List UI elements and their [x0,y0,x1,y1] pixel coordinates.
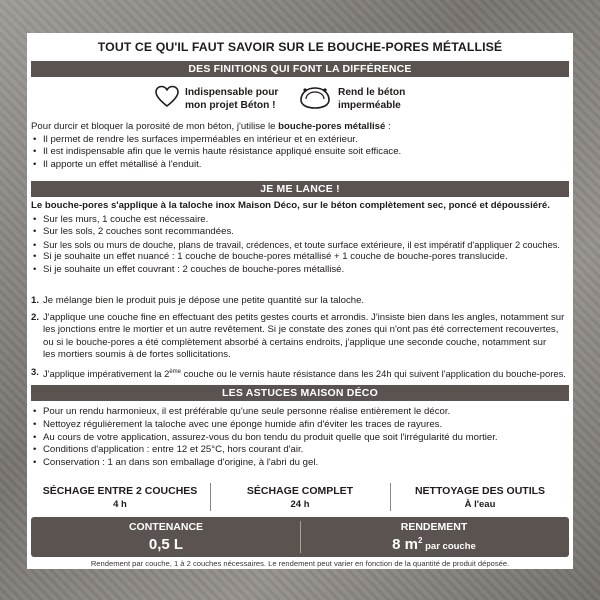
rendement-number: 8 m [392,536,419,553]
spec-label: SÉCHAGE ENTRE 2 COUCHES [42,485,198,497]
section-header-astuces: LES ASTUCES MAISON DÉCO [31,385,569,401]
step-text-line: ou si le bouche-pores a été complètement absorbé à certains endroits, j'applique une seconde couche, notamment sur [43,336,547,348]
heart-icon [154,84,180,110]
step-1 [31,295,573,307]
section1-bullet: • Il permet de rendre les surfaces imperméables en intérieur et en extérieur. [31,134,358,146]
section2-intro: Le bouche-pores s'applique à la taloche inox Maison Déco, sur le béton complètement sec, poncé et dépoussiéré. [31,200,550,211]
section2-bullet: • Sur les murs, 1 couche est nécessaire. [31,214,208,226]
step-text: Je mélange bien le produit puis je dépose une petite quantité sur la taloche. [43,295,365,306]
section3-bullet: • Au cours de votre application, assurez-vous du bon tendu du produit quelle que soit l'irrégularité du mortier. [31,432,498,444]
step-text-line: les jonctions entre le mortier et un autre revêtement. Si je constate des zones qui n'ont pas été correctement recouvertes, [43,324,559,336]
drop-shield-icon [297,83,333,111]
capacity-yield-bar [31,517,569,557]
section1-bullet: • Il apporte un effet métallisé à l'enduit. [31,159,201,171]
spec-label: SÉCHAGE COMPLET [246,485,354,497]
intro-after: : [385,121,391,132]
contenance-label: CONTENANCE [128,521,204,533]
spec-value: À l'eau [464,499,496,510]
step-text-sup: ème [169,369,182,375]
bar-divider [300,521,301,553]
step-number: 3. [31,366,39,377]
page-title: TOUT CE QU'IL FAUT SAVOIR SUR LE BOUCHE-PORES MÉTALLISÉ [97,40,503,54]
section3-bullet: • Nettoyez régulièrement la taloche avec une éponge humide afin d'éviter les traces de rayures. [31,419,442,431]
step-3 [31,366,583,381]
spec-nettoyage-outils [391,485,569,510]
feature2-line2: imperméable [338,99,401,111]
section1-intro [31,121,571,133]
feature1-line2: mon projet Béton ! [185,99,276,111]
intro-before: Pour durcir et bloquer la porosité de mon béton, j'utilise le [31,121,279,132]
section3-bullet: • Conservation : 1 an dans son emballage d'origine, à l'abri du gel. [31,457,318,469]
rendement-label: RENDEMENT [400,521,468,533]
section-header-je-me-lance: JE ME LANCE ! [31,181,569,197]
rendement-suffix: par couche [422,541,476,552]
spec-sechage-entre-couches [31,485,209,510]
spec-sechage-complet [211,485,389,510]
spec-value: 24 h [290,499,310,510]
step-text-line: J'applique une couche fine en effectuant des petits gestes courts et arrondis. J'insiste bien dans les angles, notamment sur [43,312,565,323]
section-header-finitions: DES FINITIONS QUI FONT LA DIFFÉRENCE [31,61,569,77]
step-number: 1. [31,295,40,306]
feature-impermeable-text-left [185,87,278,112]
step-2 [31,312,577,362]
section1-bullet: • Il est indispensable afin que le vernis haute résistance appliqué ensuite soit efficace. [31,146,401,158]
rendement-sup: 2 [418,536,423,545]
section2-bullet: • Si je souhaite un effet couvrant : 2 couches de bouche-pores métallisé. [31,264,344,276]
spec-value: 4 h [113,499,127,510]
feature-impermeable-text-right [338,87,405,112]
feature2-line1: Rend le béton [338,87,406,98]
intro-bold: bouche-pores métallisé [278,121,386,132]
step-text-line: les mortiers soumis à de fortes sollicitations. [43,349,231,361]
spec-label: NETTOYAGE DES OUTILS [414,485,546,497]
step-text-before: J'applique impérativement la 2 [43,368,170,380]
section2-bullet: • Sur les sols ou murs de douche, plans de travail, crédences, et toute surface extérieure, il est impératif d'appliquer 2 couches. [31,239,560,251]
section3-bullet: • Pour un rendu harmonieux, il est préférable qu'une seule personne réalise entièrement le décor. [31,406,450,418]
contenance-value: 0,5 L [148,536,184,553]
footnote: Rendement par couche, 1 à 2 couches nécessaires. Le rendement peut varier en fonction de la quantité de produit déposée. [90,559,510,568]
rendement-value [304,536,564,553]
step-number: 2. [31,312,40,323]
feature1-line1: Indispensable pour [185,87,279,98]
label-card [27,33,573,569]
section3-bullet: • Conditions d'application : entre 12 et 25°C, hors courant d'air. [31,444,303,456]
section2-bullet: • Sur les sols, 2 couches sont recommandées. [31,226,234,238]
step-text-after: couche ou le vernis haute résistance dans les 24h qui suivent l'application du bouche-pores. [181,368,566,380]
section2-bullet: • Si je souhaite un effet nuancé : 1 couche de bouche-pores métallisé + 1 couche de bouche-pores translucide. [31,251,508,263]
